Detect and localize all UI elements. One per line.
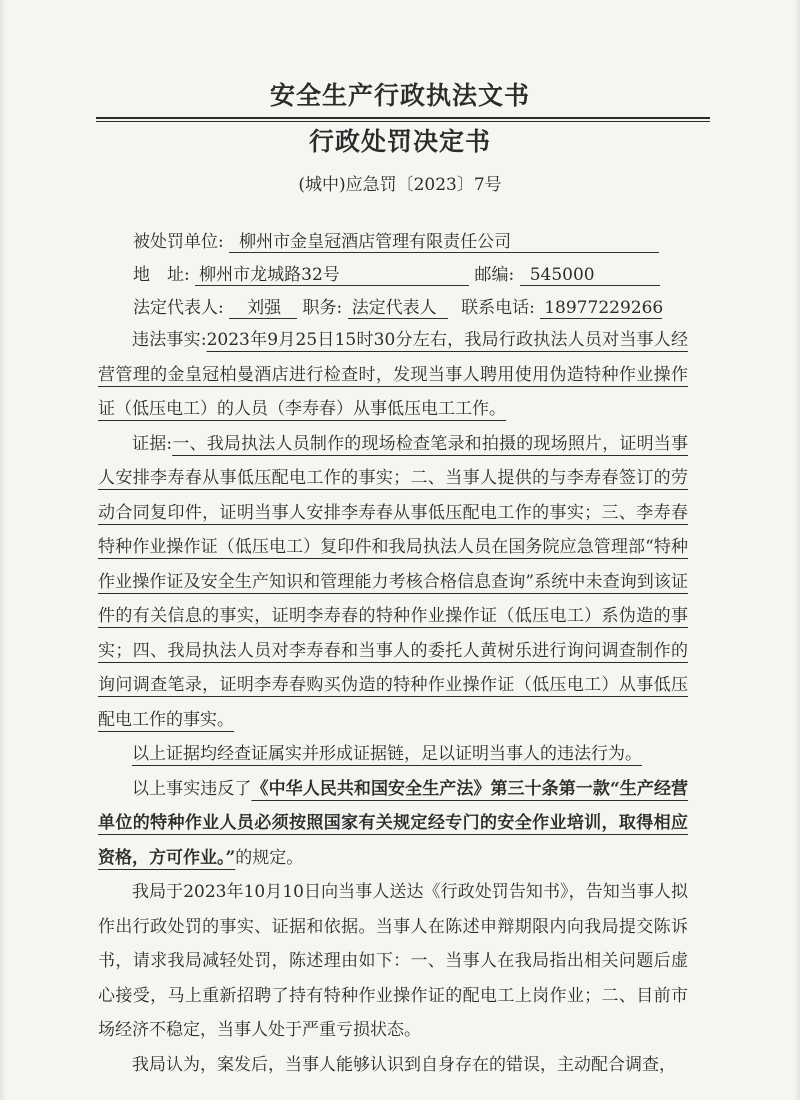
phone-label: 联系电话:	[461, 298, 535, 318]
evidence-text: 一、我局执法人员制作的现场检查笔录和拍摄的现场照片，证明当事人安排李寿春从事低压配电工作的事实；二、当事人提供的与李寿春签订的劳动合同复印件，证明当事人安排李寿春从事低压配电工作的事实；三、李寿春特种作业操作证（低压电工）复印件和我局执法人员在国务院应急管理部“特种作业操作证及安全生产知识和管理能力考核合格信息查询”系统中未查询到该证件的有关信息的事实，证明李寿春的特种作业操作证（低压电工）系伪造的事实；四、我局执法人员对李寿春和当事人的委托人黄树乐进行询问调查制作的询问调查笔录，证明李寿春购买伪造的特种作业操作证（低压电工）从事低压配电工作的事实。	[98, 433, 688, 730]
postcode-value: 545000	[520, 263, 660, 286]
evidence-label: 证据:	[132, 433, 173, 454]
entity-label: 被处罚单位:	[133, 232, 224, 252]
phone-value: 18977229266	[540, 296, 662, 319]
evidence-chain-paragraph	[98, 737, 688, 772]
title-rule-thick	[96, 117, 710, 119]
decision-body	[98, 323, 688, 1082]
facts-label: 违法事实:	[132, 330, 207, 350]
postcode-label: 邮编:	[474, 265, 515, 285]
violation-suffix: 的规定。	[235, 847, 304, 868]
document-number: (城中)应急罚〔2023〕7号	[298, 175, 502, 195]
entity-row	[133, 230, 659, 254]
violation-prefix: 以上事实违反了	[132, 778, 252, 799]
address-label: 地 址:	[133, 265, 190, 285]
evidence-chain-text: 以上证据均经查证属实并形成证据链，足以证明当事人的违法行为。	[132, 744, 642, 764]
opinion-paragraph	[98, 1048, 688, 1083]
facts-text: 2023年9月25日15时30分左右，我局行政执法人员对当事人经营管理的金皇冠柏曼酒店进行检查时，发现当事人聘用使用伪造特种作业操作证（低压电工）的人员（李寿春）从事低压电工工作。	[98, 330, 688, 419]
rep-value: 刘强	[229, 296, 297, 319]
notice-text: 我局于2023年10月10日向当事人送达《行政处罚告知书》，告知当事人拟作出行政处罚的事实、证据和依据。当事人在陈述申辩期限内向我局提交陈诉书，请求我局减轻处罚，陈述理由如下：一、当事人在我局指出相关问题后虚心接受，马上重新招聘了持有特种作业操作证的配电工上岗作业；二、目前市场经济不稳定，当事人处于严重亏损状态。	[98, 882, 688, 1040]
position-label: 职务:	[302, 298, 343, 318]
facts-paragraph	[98, 323, 688, 427]
violation-paragraph	[98, 772, 688, 876]
violated-law-clause: 《中华人民共和国安全生产法》第三十条第一款“生产经营单位的特种作业人员必须按照国家有关规定经专门的安全作业培训，取得相应资格，方可作业。”	[98, 778, 689, 868]
address-row	[133, 263, 660, 287]
entity-value: 柳州市金皇冠酒店管理有限责任公司	[229, 230, 659, 253]
position-value: 法定代表人	[348, 296, 448, 319]
notice-paragraph	[98, 875, 688, 1048]
document-subtitle: 行政处罚决定书	[308, 127, 491, 156]
document-title: 安全生产行政执法文书	[269, 81, 530, 110]
rep-label: 法定代表人:	[133, 298, 224, 318]
address-value: 柳州市龙城路32号	[195, 263, 469, 286]
rep-row	[133, 296, 662, 320]
evidence-paragraph	[98, 427, 688, 738]
scan-edge-left	[0, 0, 6, 1100]
scan-edge-right	[794, 0, 800, 1100]
opinion-text: 我局认为，案发后，当事人能够认识到自身存在的错误，主动配合调查，	[132, 1054, 676, 1075]
